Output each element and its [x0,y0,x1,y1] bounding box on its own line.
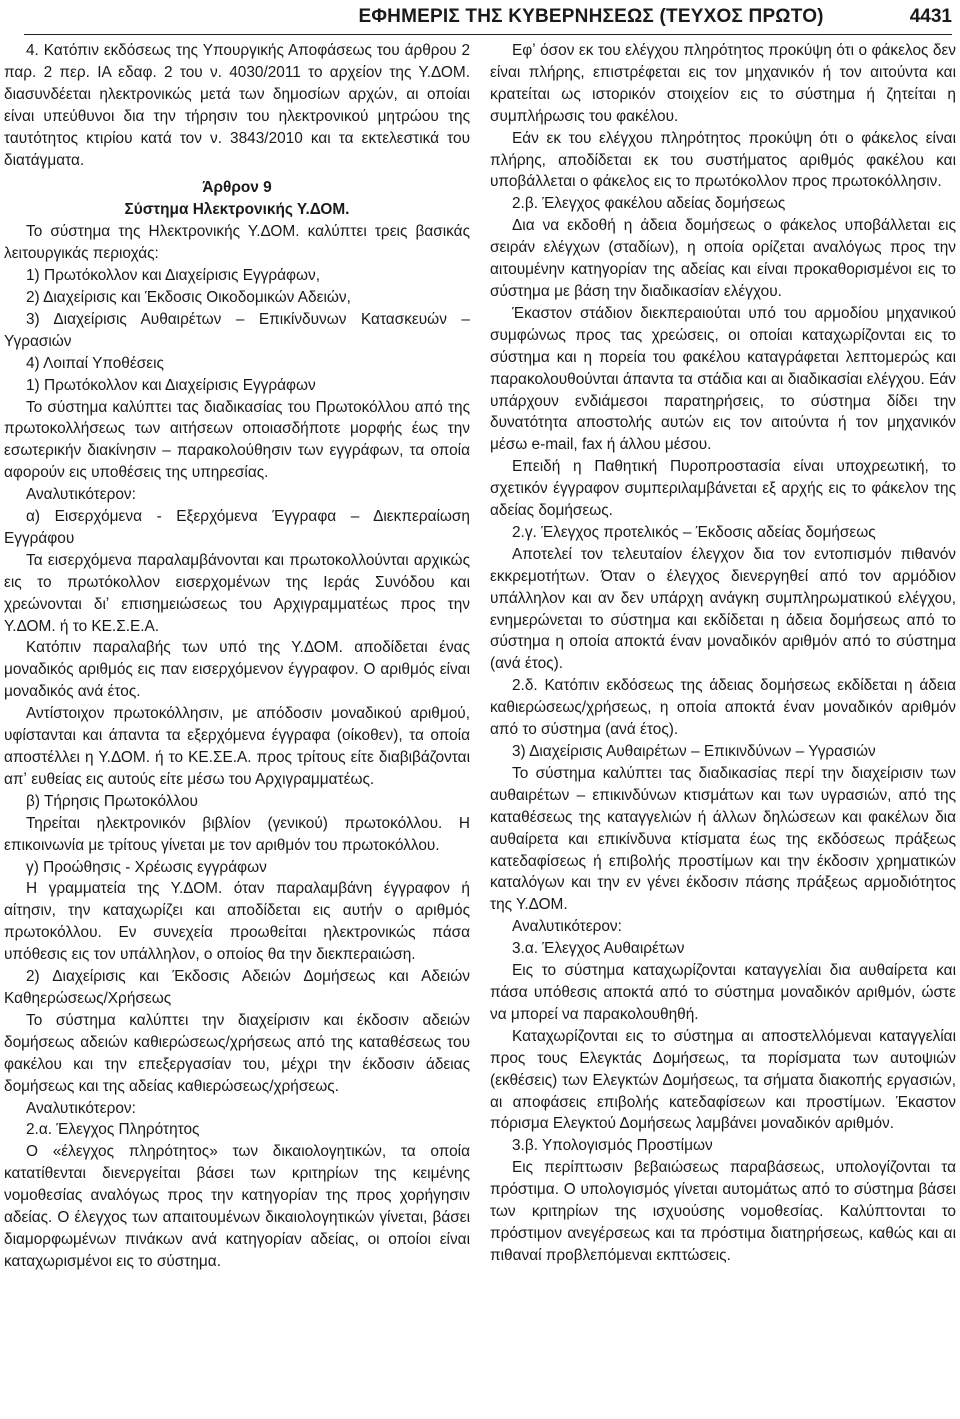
paragraph: Εις περίπτωσιν βεβαιώσεως παραβάσεως, υπολογίζονται τα πρόστιμα. Ο υπολογισμός γίνεται αυτομάτως από το σύστημα βάσει των κριτηρίων της ισχυούσης νομοθεσίας. Καλύπτονται το πρόστιμον ανεγέρσεως και τα πρόστιμα διατηρήσεως, καθώς και αι πιθαναί προβλεπόμεναι εκπτώσεις. [490,1159,956,1264]
paragraph: Τα εισερχόμενα παραλαμβάνονται και πρωτοκολλούνται αρχικώς εις το πρωτόκολλον εισερχομένων της Ιεράς Συνόδου και χρεώνονται διʼ επισημειώσεως του Αρχιγραμματέως προς την Υ.ΔΟΜ. ή το ΚΕ.Σ.Ε.Α. [4,551,470,635]
paragraph: Το σύστημα καλύπτει τας διαδικασίας του Πρωτοκόλλου από της πρωτοκολλήσεως των αιτήσεων οποιασδήποτε μορφής έως την εσωτερικήν διακίνησιν – παρακολούθησιν των εγγράφων, τα οποία αφορούν εις υποθέσεις της υπηρεσίας. [4,398,470,482]
paragraph: 1) Πρωτόκολλον και Διαχείρισις Εγγράφων, [26,267,320,285]
paragraph: Αποτελεί τον τελευταίον έλεγχον δια τον εντοπισμόν πιθανόν εκκρεμοτήτων. Όταν ο έλεγχος διενεργηθεί από τον αρμόδιον υπάλληλον και αν δεν υπάρχη ανάγκη συμπληρωματικού ελέγχου, ενημερώνεται το σύστημα και εκδίδεται η άδεια δομήσεως από το σύστημα η οποία αποκτά έναν μοναδικόν αριθμόν από το σύστημα (ανά έτος). [490,545,956,673]
article-heading: Άρθρον 9 [202,179,272,197]
paragraph: Αντίστοιχον πρωτοκόλλησιν, με απόδοσιν μοναδικού αριθμού, υφίστανται και άπαντα τα εξερχόμενα έγγραφα (οίκοθεν), τα οποία αποστέλλει η Υ.ΔΟΜ. ή το ΚΕ.ΣΕ.Α. προς τρίτους είτε διαβιβάζονται απʼ ευθείας εις αυτούς είτε μέσω του Αρχιγραμματέως. [4,705,470,788]
paragraph: Κατόπιν παραλαβής των υπό της Υ.ΔΟΜ. αποδίδεται ένας μοναδικός αριθμός εις παν εισερχόμενον έγγραφον. Ο αριθμός είναι μοναδικός ανά έτος. [4,639,470,701]
paragraph: Αναλυτικότερον: [512,918,622,936]
right-column [490,40,956,1267]
gazette-title: ΕΦΗΜΕΡΙΣ ΤΗΣ ΚΥΒΕΡΝΗΣΕΩΣ (ΤΕΥΧΟΣ ΠΡΩΤΟ) [358,6,824,27]
paragraph: Καταχωρίζονται εις το σύστημα αι αποστελλόμεναι καταγγελίαι προς τους Ελεγκτάς Δομήσεως, τα πορίσματα των αυτοψιών (εκθέσεις) των Ελεγκτών Δομήσεως, τα σήματα διακοπής εργασιών, αι αποφάσεις επιβολής κατεδαφίσεων και προστίμων. Έκαστον πόρισμα Ελεγκτού Δομήσεως λαμβάνει μοναδικόν αριθμόν. [490,1027,956,1133]
paragraph: Τηρείται ηλεκτρονικόν βιβλίον (γενικού) πρωτοκόλλου. Η επικοινωνία με τρίτους γίνεται με τον αριθμόν του πρωτοκόλλου. [4,814,470,854]
paragraph: 2) Διαχείρισις και Έκδοσις Αδειών Δομήσεως και Αδειών Καθηερώσεως/Χρήσεως [4,968,470,1007]
paragraph: 4) Λοιπαί Υποθέσεις [26,354,164,372]
paragraph: 1) Πρωτόκολλον και Διαχείρισις Εγγράφων [26,376,316,394]
text-columns [0,40,960,1419]
paragraph: Το σύστημα της Ηλεκτρονικής Υ.ΔΟΜ. καλύπτει τρεις βασικάς λειτουργικάς περιοχάς: [4,223,470,263]
page-header [24,0,952,35]
paragraph: 3.α. Έλεγχος Αυθαιρέτων [512,940,685,958]
paragraph: 2.α. Έλεγχος Πληρότητος [26,1121,200,1139]
left-column [4,40,470,1273]
paragraph: β) Τήρησις Πρωτοκόλλου [26,792,198,810]
paragraph: Ο «έλεγχος πληρότητος» των δικαιολογητικών, τα οποία κατατίθενται διενεργείται βάσει των κριτηρίων της κειμένης νομοθεσίας αναλόγως προς την κατηγορίαν της προς χορήγησιν αδείας. Ο έλεγχος των απαιτουμένων δικαιολογητικών γίνεται, βάσει διαμορφωμένων πινάκων ανά κατηγορίαν αδείας, οι οποίοι είναι καταχωρισμένοι εις το σύστημα. [4,1143,470,1270]
paragraph: 2.δ. Κατόπιν εκδόσεως της άδειας δομήσεως εκδίδεται η άδεια καθιερώσεως/χρήσεως, η οποία αποκτά έναν μοναδικόν αριθμόν από το σύστημα (ανά έτος). [490,677,956,739]
paragraph: 3) Διαχείρισις Αυθαιρέτων – Επικίνδυνων Κατασκευών – Υγρασιών [4,310,470,350]
paragraph: Εις το σύστημα καταχωρίζονται καταγγελίαι δια αυθαίρετα και πάσα υπόθεσις αποκτά από το σύστημα μοναδικόν αριθμόν, ώστε να μπορεί να παρακολουθηθή. [490,962,956,1023]
paragraph: 3.β. Υπολογισμός Προστίμων [512,1137,713,1155]
paragraph: Εφʼ όσον εκ του ελέγχου πληρότητος προκύψη ότι ο φάκελος δεν είναι πλήρης, επιστρέφεται εις τον μηχανικόν ή τον αιτούντα και κρατείται ως ιστορικόν στοιχείον εις το σύστημα ή ζητείται η συμπλήρωσις του φακέλου. [490,42,956,125]
paragraph: 2.β. Έλεγχος φακέλου αδείας δομήσεως [512,195,786,213]
paragraph: γ) Προώθησις - Χρέωσις εγγράφων [26,858,267,876]
paragraph: Έκαστον στάδιον διεκπεραιούται υπό του αρμοδίου μηχανικού συμφώνως προς τας χρεώσεις, οι οποίαι καταχωρίζονται εις το σύστημα και η πορεία του φακέλου καταγράφεται λεπτομερώς και παρακολουθούνται άπαντα τα στάδια και αι διαδικασίαι ελέγχου. Εάν υπάρχουν ενδιάμεσοι παρατηρήσεις, το σύστημα δίδει την δυνατότητα αποστολής αυτών εις τον αιτούντα ή τον μηχανικόν μέσω e-mail, fax ή άλλου μέσου. [490,304,956,454]
paragraph: Επειδή η Παθητική Πυροπροστασία είναι υποχρεωτική, το σχετικόν έγγραφον συμπεριλαμβάνεται εξ αρχής εις το φάκελον της αδείας δομήσεως. [490,458,956,520]
paragraph: Δια να εκδοθή η άδεια δομήσεως ο φάκελος υποβάλλεται εις σειράν ελέγχων (σταδίων), η οποία ορίζεται αναλόγως προς την αιτουμένην κατηγορίαν της αδείας και είναι προκαθορισμένοι εις το σύστημα με βάση την διαδικασίαν ελέγχου. [490,217,956,300]
paragraph: 3) Διαχείρισις Αυθαιρέτων – Επικινδύνων – Υγρασιών [512,743,876,760]
paragraph: 2) Διαχείρισις και Έκδοσις Οικοδομικών Αδειών, [26,288,351,306]
paragraph: Η γραμματεία της Υ.ΔΟΜ. όταν παραλαμβάνη έγγραφον ή αίτησιν, την καταχωρίζει και αποδίδεται εις αυτήν ο αριθμός πρωτοκόλλου. Εν συνεχεία προωθείται ηλεκτρονικώς πάσα υπόθεσις εις τον υπάλληλον, ο οποίος θα την διεκπεραιώση. [4,880,470,964]
paragraph: Το σύστημα καλύπτει την διαχείρισιν και έκδοσιν αδειών δομήσεως αδειών καθιερώσεως/χρήσεως από της καταθέσεως του φακέλου και την επεξεργασίαν του, μέχρι την έκδοσιν άδειας δομήσεως και της αδείας καθιερώσεως/χρήσεως. [4,1011,470,1095]
paragraph: 2.γ. Έλεγχος προτελικός – Έκδοσις αδείας δομήσεως [512,523,876,541]
page-number: 4431 [909,6,952,27]
article-heading: Σύστημα Ηλεκτρονικής Υ.ΔΟΜ. [124,201,350,219]
paragraph: 4. Κατόπιν εκδόσεως της Υπουργικής Αποφάσεως του άρθρου 2 παρ. 2 περ. ΙΑ εδαφ. 2 του ν. 4030/2011 το αρχείον της Υ.ΔΟΜ. διασυνδέεται ηλεκτρονικώς μετά των δημοσίων αρχών, αι οποίαι είναι υπεύθυνοι δια την τήρησιν του ηλεκτρονικού μητρώου της ταυτότητος κτιρίου κατά τον ν. 3843/2010 και τα εκτελεστικά του διατάγματα. [4,42,470,169]
paragraph: Εάν εκ του ελέγχου πληρότητος προκύψη ότι ο φάκελος είναι πλήρης, αποδίδεται εκ του συστήματος αριθμός φακέλου και υποβάλλεται ο φάκελος εις το πρωτόκολλον προς πρωτοκόλλησιν. [490,129,956,191]
paragraph: Το σύστημα καλύπτει τας διαδικασίας περί την διαχείρισιν των αυθαιρέτων – επικινδύνων κτισμάτων και των υγρασιών, από της καταθέσεως της καταγγελιών ή άλλων δηλώσεων και φακέλων δια αυθαίρετα και επικίνδυνα κτίσματα έως της εκδόσεως πράξεως κατεδαφίσεως ή επιβολής προστίμων και την έκδοσιν χρηματικών καταλόγων και την εν γένει έκδοσιν πάσης πράξεως αρμοδιότητος της Υ.ΔΟΜ. [490,764,956,914]
paragraph: Αναλυτικότερον: [26,486,136,504]
paragraph: α) Εισερχόμενα - Εξερχόμενα Έγγραφα – Διεκπεραίωση Εγγράφου [4,508,470,547]
paragraph: Αναλυτικότερον: [26,1099,136,1117]
